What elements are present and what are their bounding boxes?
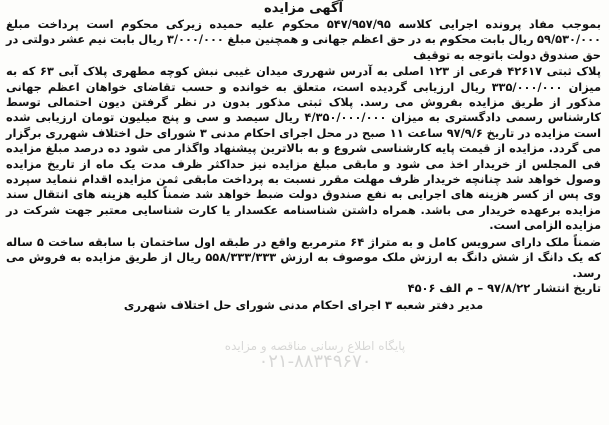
notice-paragraph-details: ضمناً ملک دارای سرویس کامل و به متراژ ۶۴ مترمربع واقع در طبقه اول ساختمان با سابقه ساخت ۵ ساله که یک دانگ از شش دانگ به ارزش ملک موصوف به ارزش ۵۵۸/۳۳۳/۳۳۳ ریال از طریق مزایده به فروش می رسد. [6, 234, 601, 280]
publication-date: تاریخ انتشار ۹۷/۸/۲۲ – م الف ۴۵۰۶ [407, 280, 601, 295]
watermark-text: پایگاه اطلاع رسانی مناقصه و مزایده [224, 339, 406, 353]
notice-paragraph-property: پلاک ثبتی ۴۲۶۱۷ فرعی از ۱۲۳ اصلی به آدرس شهرری میدان غیبی نبش کوچه مطهری پلاک آبی ۶۳ که به میزان ۳۳۵/۰۰۰/۰۰۰ ریال ارزیابی گردیده است، متعلق به خوانده و حسب تقاضای خواهان اعظم جهانی مذکور از طریق مزایده بفروش می رسد. پلاک ثبتی مذکور بدون در نظر گرفتن دیون احتمالی توسط کارشناس رسمی دادگستری به میزان ۴/۳۵۰/۰۰۰/۰۰۰ ریال سیصد و سی و پنج میلیون تومان ارزیابی شده است مزایده در تاریخ ۹۷/۹/۶ ساعت ۱۱ صبح در محل اجرای احکام مدنی ۳ شورای حل اختلاف شهرری برگزار می گردد. مزایده از قیمت پایه کارشناسی شروع و به بالاترین پیشنهاد واگذار می شود ده درصد مبلغ مزایده فی المجلس از خریدار اخذ می شود و مابقی مبلغ مزایده نیز حداکثر ظرف مدت یک ماه از تاریخ مزایده وصول خواهد شد چنانچه خریدار ظرف مهلت مقرر نسبت به پرداخت مابقی ثمن مزایده اقدام ننماید سپرده وی پس از کسر هزینه های اجرایی به نفع صندوق دولت ضبط خواهد شد ضمناً کلیه هزینه های انتقال سند مزایده برعهده خریدار می باشد. همراه داشتن شناسنامه عکسدار یا کارت شناسایی معتبر جهت شرکت در مزایده الزامی است. [6, 64, 602, 233]
watermark-phone: ۰۲۱-۸۸۳۴۹۶۷۰ [258, 351, 372, 372]
notice-signature: مدیر دفتر شعبه ۳ اجرای احکام مدنی شورای حل اختلاف شهرری [123, 298, 484, 313]
notice-paragraph-judgment: بموجب مفاد پرونده اجرایی کلاسه ۵۴۷/۹۵۷/۹۵ محکوم علیه حمیده زیرکی محکوم است پرداخت مبلغ ۵۹/۵۳۰/۰۰۰ ریال بابت محکوم به در حق اعظم جهانی و همچنین مبلغ ۳/۰۰۰/۰۰۰ ریال بابت نیم عشر دولتی در حق صندوق دولت باتوجه به توقیف [6, 17, 601, 62]
notice-title: آگهی مزایده [264, 1, 343, 16]
